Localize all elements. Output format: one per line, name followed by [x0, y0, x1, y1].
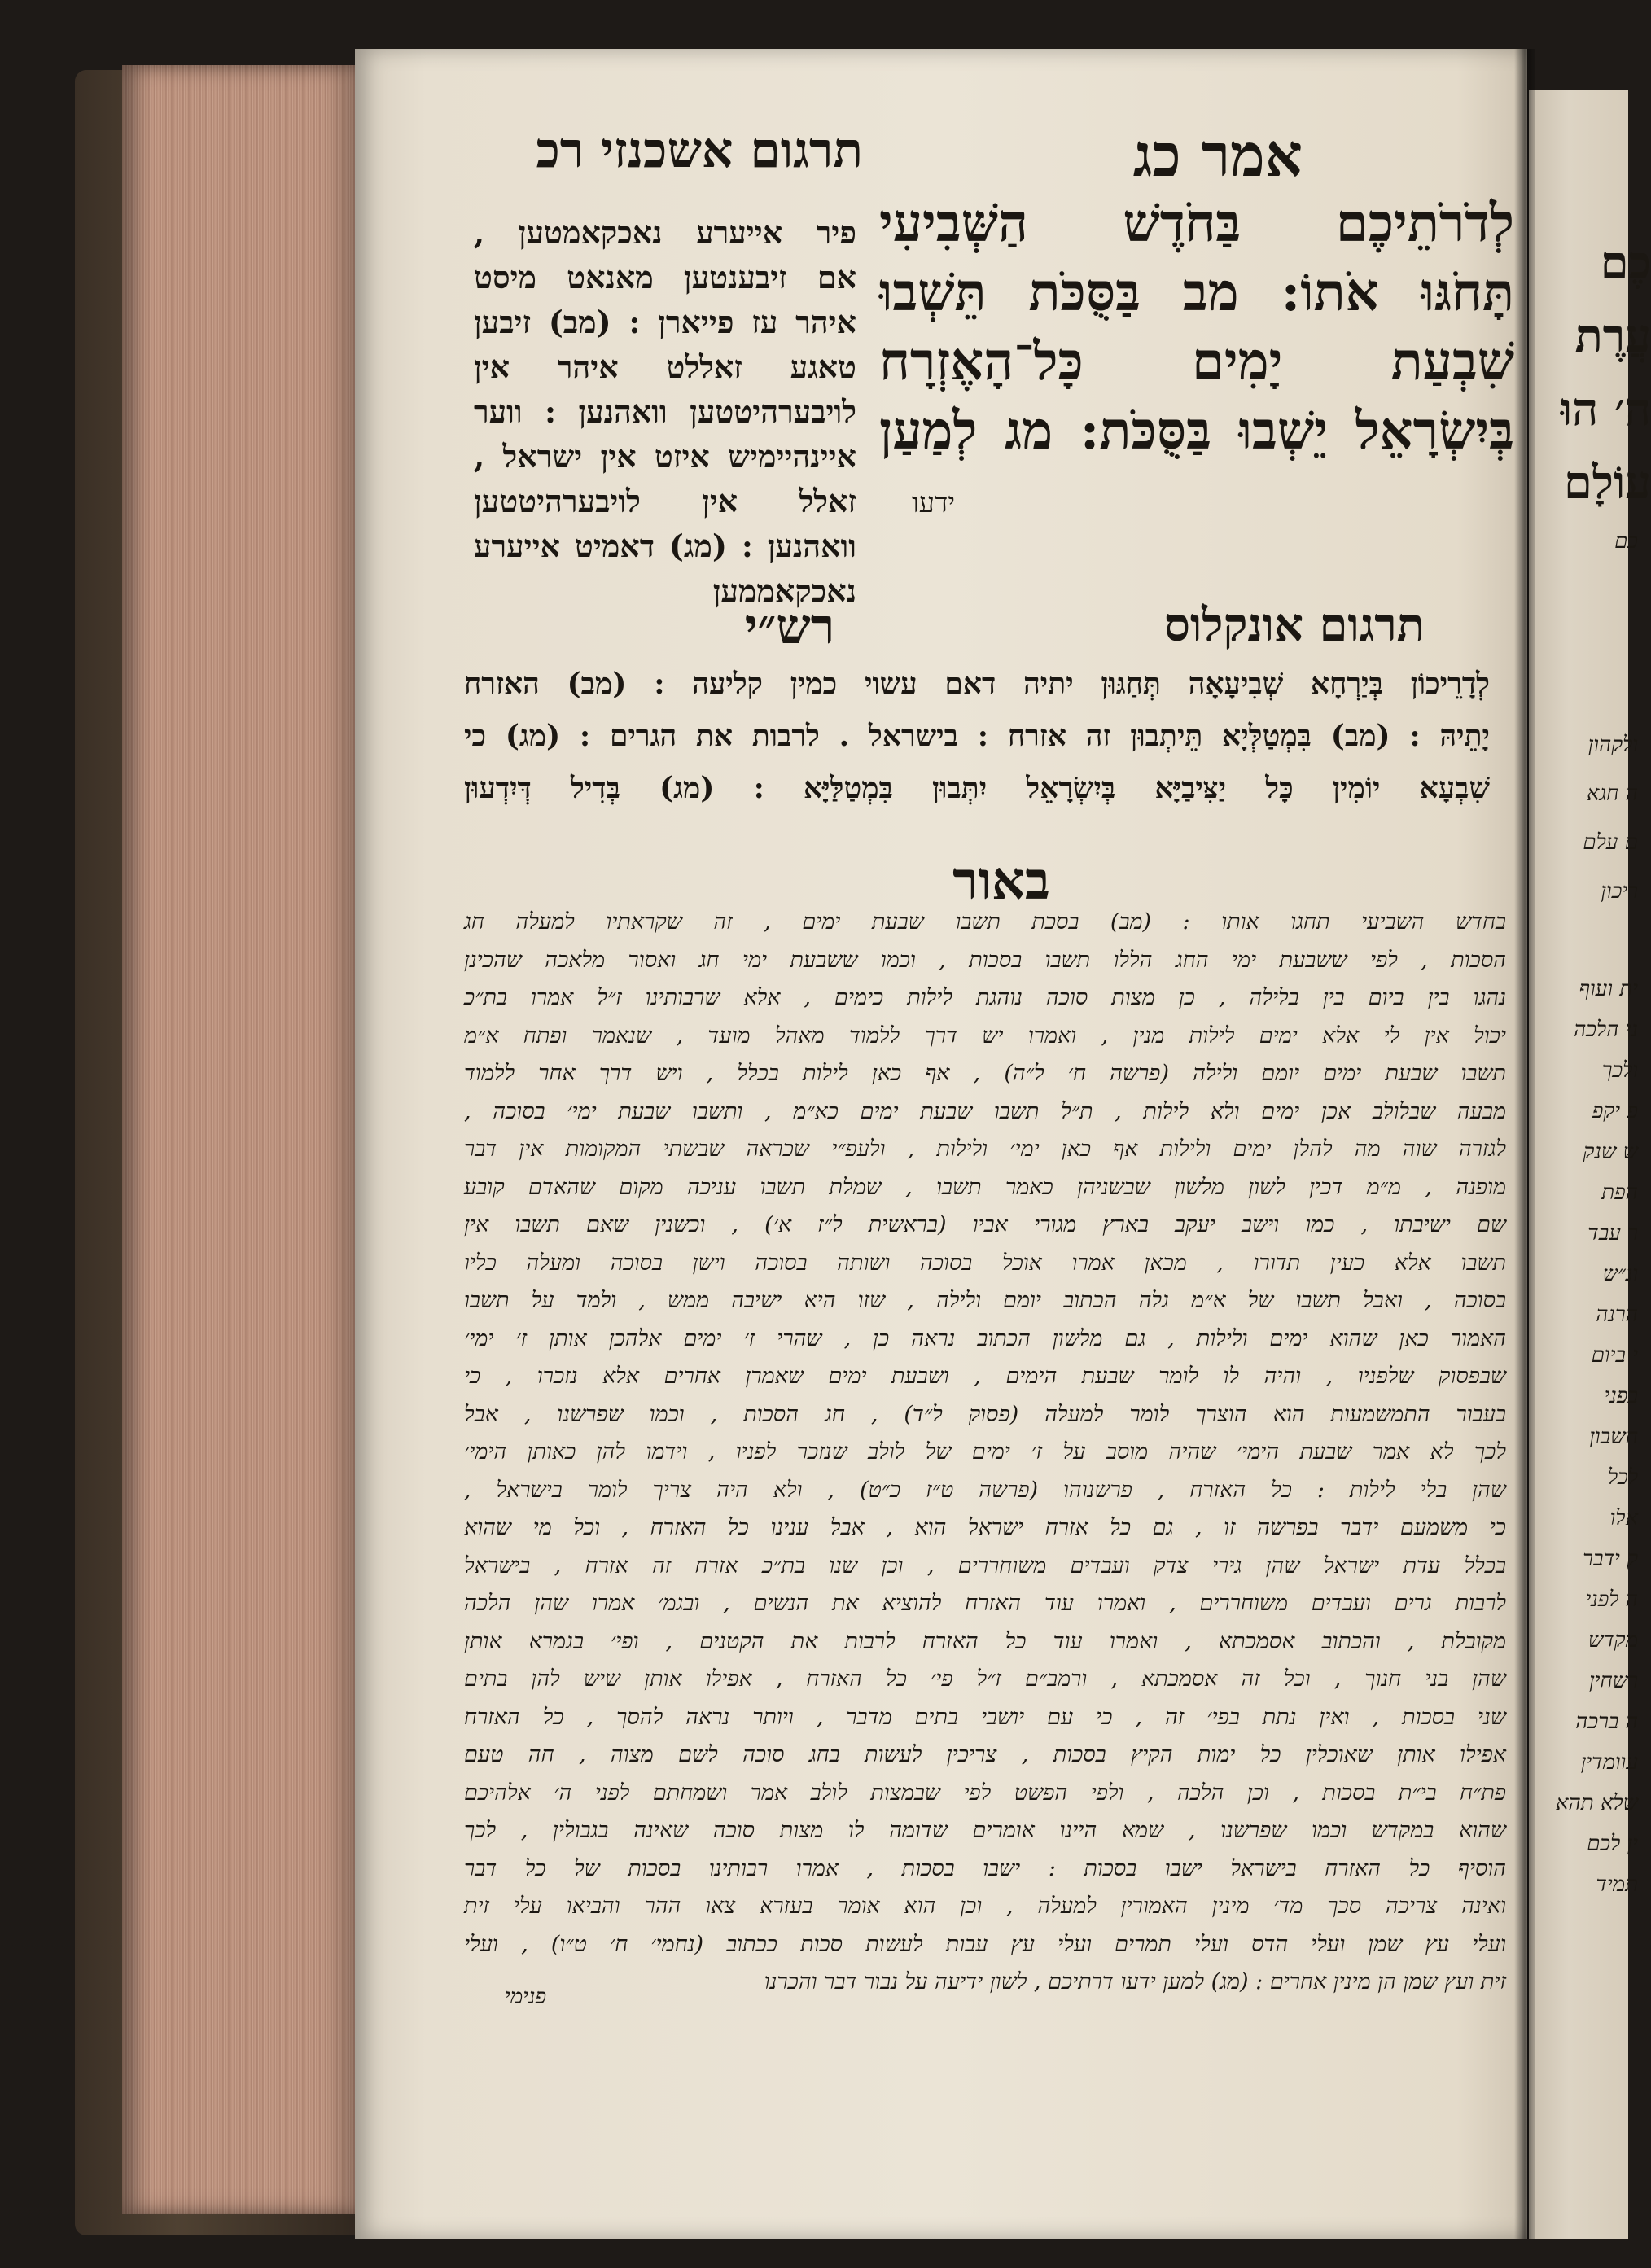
biur-line: נהגו בין ביום בין בלילה , כן מצות סוכה נוהגת לילות כימים , אלא שרבותינו ז״ל אמרו בת״כ — [464, 985, 1506, 1010]
facing-text-fragment: אלו — [1609, 1506, 1638, 1530]
facing-text-fragment: ין לכם — [1587, 1832, 1638, 1856]
biur-line: האמור כאן שהוא ימים ולילות , גם מלשון הכתוב נראה כן , שהרי ז׳ ימים אלהכן אותן ז׳ ימי׳ — [464, 1325, 1506, 1351]
biur-line: תשבו שבעת ימים יומם ולילה (פרשה ח׳ ל״ה) , אף כאן לילות בכלל , ויש דרך אחר ללמוד — [464, 1061, 1506, 1086]
facing-text-fragment: ה חגא — [1586, 782, 1638, 806]
verse-line: תָּחֹגּוּ אֹתוֹ: מב בַּסֻּכֹּת תֵּשְׁבוּ — [879, 262, 1514, 323]
facing-text-fragment: עוומדין — [1580, 1750, 1638, 1775]
biur-commentary — [464, 904, 1506, 2002]
page-fore-edge — [122, 65, 358, 2214]
facing-text-fragment: ה ברכה — [1575, 1710, 1638, 1734]
biur-line: שם ישיבתו , כמו וישב יעקב בארץ מגורי אביו (בראשית ל״ז א׳) , וכשנין שאם תשבו אין — [464, 1212, 1506, 1237]
yiddish-line: לויבערהיטטען וואהנען : ווער — [474, 393, 856, 430]
facing-text-fragment: תמיד — [1596, 1872, 1638, 1897]
yiddish-line: פיר אייערע נאכקאמטען , — [474, 214, 856, 251]
facing-text-fragment: ני הלכה — [1574, 1018, 1638, 1042]
verse-line: בְּיִשְׂרָאֵל יֵשְׁבוּ בַּסֻּכֹּת: מג לְמַעַן — [879, 401, 1514, 462]
heading-biur: באור — [952, 851, 1050, 912]
biur-catchword: פנימי — [505, 1985, 547, 2009]
facing-text-fragment: הרנה — [1596, 1303, 1638, 1327]
running-head-right: אמר כג — [1132, 120, 1303, 190]
facing-verse-fragment: עוֹלָם — [1563, 456, 1651, 510]
torah-verse — [879, 189, 1514, 466]
yiddish-line: טאגע זאללט איהר אין — [474, 348, 856, 385]
heading-rashi: רש״י — [744, 598, 835, 655]
facing-text-fragment: ולקהון — [1588, 733, 1638, 757]
facing-verse-fragment: כם — [1614, 529, 1638, 554]
facing-text-fragment: שלא תהא — [1555, 1791, 1638, 1815]
biur-line: לרבות גרים ועבדים משוחררים , ואמרו עוד האזרח להוציא את הנשים , ובגמ׳ אמרו שהן הלכה — [464, 1591, 1506, 1616]
biur-line: לגזרה שוה מה להלן ימים ולילות אף כאן ימי׳ ולילות , ולעפ״י שכראה שבשתי המקומות אין דבר — [464, 1136, 1506, 1162]
heading-onkelos: תרגום אונקלוס — [1164, 598, 1425, 652]
biur-line: כי משמעם ידבר בפרשה זו , גם כל אזרח ישראל הוא , אבל ענינו כל האזרח , וכל מי שהוא — [464, 1515, 1506, 1540]
biur-line: שהוא במקדש וכמו שפרשנו , שמא היינו אומרים שדומה לו מצות סוכה שאינה בגבולין , לכך — [464, 1818, 1506, 1843]
facing-text-fragment: בפני — [1604, 1384, 1638, 1408]
facing-text-fragment: י ביום — [1591, 1343, 1638, 1368]
yiddish-line: זאלל אין לויבערהיטטען — [474, 483, 856, 519]
biur-line: שבפסוק שלפניו , והיה לו לומר שבעת הימים , ושבעת ימים שאמרן אחרים אלא נזכרו , כי — [464, 1364, 1506, 1389]
verse-line: לְדֹרֹתֵיכֶם בַּחֹדֶשׁ הַשְּׁבִיעִי — [879, 193, 1514, 254]
facing-text-fragment: ית ועוף — [1579, 977, 1638, 1001]
facing-text-fragment: פ יקפ — [1592, 1099, 1638, 1123]
biur-line: ועלי עץ שמן ועלי הדס ועלי תמרים ועלי עץ עבות לעשות סכות ככתוב (נחמי׳ ח׳ ט״ו) , ועלי — [464, 1931, 1506, 1957]
targum-line: לְדָרֵיכוֹן בְּיַרְחָא שְׁבִיעָאָה תְּחַגּוּן יתיה דאם עשוי כמין קליעה : (מב) האזרח — [464, 667, 1490, 701]
facing-text-fragment: ק ידבר — [1583, 1547, 1638, 1571]
biur-line: תשבו אלא כעין תדורו , מכאן אמרו אוכל בסוכה ושותה בסוכה וישן בסוכה ומעלה כליו — [464, 1250, 1506, 1276]
biur-line: זית ועץ שמן הן מינין אחרים : (מג) למען ידעו דרתיכם , לשון ידיעה על נבור דבר והכרנו — [764, 1969, 1506, 1994]
biur-line: מקובלת , והכתוב אסמכתא , ואמרו עוד כל האזרח לרבות את הקטנים , ופי׳ בגמרא אותן — [464, 1628, 1506, 1654]
facing-text-fragment: ולכך — [1601, 1058, 1638, 1083]
yiddish-line: איינהיימיש איזט אין ישראל , — [474, 438, 856, 475]
yiddish-line: איהר עז פייארן : (מב) זיבען — [474, 304, 856, 340]
facing-text-fragment: ר עבד — [1588, 1221, 1638, 1246]
facing-text-fragment: חשבון — [1589, 1425, 1638, 1449]
facing-text-fragment: ונ״ש — [1602, 1262, 1638, 1286]
targum-rashi-block — [464, 658, 1490, 814]
biur-line: מופנה , מ״מ דכין לשון מלשון שבשניהן כאמר תשבו , שמלת תשבו עניכה מקום שהאדם קובע — [464, 1174, 1506, 1200]
facing-verse-fragment: ה׳ הוּ — [1560, 383, 1651, 436]
biur-line: לכך לא אמר שבעת הימי׳ שהיה מוסב על ז׳ ימים של לולב שנזכר לפניו , וידמו להן כאותן הימי׳ — [464, 1439, 1506, 1465]
facing-verse-fragment: עֲרֶת — [1574, 309, 1651, 363]
biur-line: ואינה צריכה סכך מד׳ מינין האמורין למעלה , וכן הוא אומר בעזרא צאו ההר והביאו עלי זית — [464, 1894, 1506, 1919]
facing-text-fragment: לכל — [1607, 1465, 1638, 1490]
biur-line: שהן בני חנוך , וכל זה אסמכתא , ורמב״ם ז״ל פי׳ כל האזרח , אפילו אותן שיש להן בתים — [464, 1666, 1506, 1692]
biur-line: בחדש השביעי תחגו אותו : (מב) בסכת תשבו שבעת ימים , זה שקראתיו למעלה חג — [464, 909, 1506, 935]
facing-text-fragment: ש שנק — [1583, 1140, 1638, 1164]
facing-text-fragment: ם עלם — [1583, 830, 1638, 855]
biur-line: בסוכה , ואבל תשבו של א״מ גלה הכתוב יומם ולילה , שזו היא ישיבה ממש , ולמד על תשבו — [464, 1288, 1506, 1313]
yiddish-line: אם זיבענטען מאנאט מיסט — [474, 259, 856, 296]
yiddish-line: וואהנען : (מג) דאמיט אייערע — [474, 528, 856, 564]
biur-line: שהן בלי לילות : כל האזרח , פרשנוהו (פרשה ט״ז כ״ט) , ולא היה צריך לומר בישראל , — [464, 1477, 1506, 1503]
biur-line: יכול אין לי אלא ימים לילות מנין , ואמרו יש דרך ללמוד מאהל מועד , שנאמר ופתח א״מ — [464, 1022, 1506, 1049]
book-gutter — [1514, 49, 1535, 2239]
facing-text-fragment: מקדש — [1588, 1628, 1638, 1653]
yiddish-line: נאכקאממען — [712, 572, 856, 609]
targum-line: יָתֵיהּ : (מב) בִּמְטַלְּיָא תֵּיתְבוּן זה אזרח : בישראל . לרבות את הגרים : (מג) כי — [464, 719, 1490, 753]
verse-catchword: ידעו — [912, 487, 956, 519]
biur-line: אפילו אותן שאוכלין כל ימות הקיץ בסכות , צריכין לעשות בחג סוכה לשם מצוה , חה טעם — [464, 1742, 1506, 1767]
running-head-left: תרגום אשכנזי רכ — [536, 122, 863, 179]
verse-line: שִׁבְעַת יָמִים כָּל־הָאֶזְרָח — [879, 331, 1514, 392]
biur-line: בכלל עדת ישראל שהן גירי צדק ועבדים משוחררים , וכן שנו בת״כ אזרח זה אזרח , בישראל — [464, 1552, 1506, 1578]
yiddish-translation — [474, 210, 856, 613]
biur-line: הוסיף כל האזרח בישראל ישבו בסכות : ישבו בסכות , אמרו רבותינו בסכות של כל דבר — [464, 1855, 1506, 1881]
biur-line: מבעה שבלולב אכן ימים ולא לילות , ת״ל תשבו שבעת ימים כא״מ , ותשבו שבעת ימי׳ בסוכה , — [464, 1098, 1506, 1124]
biur-line: בעבור התמשמעות הוא הוצרך לומר למעלה (פסוק ל״ד) , חג הסכות , וכמו שפרשנו , אבל — [464, 1401, 1506, 1427]
facing-text-fragment: ה לפני — [1585, 1587, 1638, 1612]
facing-text-fragment: הפת — [1601, 1180, 1638, 1205]
biur-line: שני בסכות , ואין נתת בפי׳ זה , כי עם יושבי בתים מדבר , ויותר נראה להסך , כל האזרח — [464, 1704, 1506, 1730]
targum-line: שִׁבְעָא יוֹמִין כָּל יַצִּיבַיָּא בְּיִשְׂרָאֵל יִתְּבוּן בִּמְטַלַּיָּא : (מג) בְּדִיל דְּיִדְעוּן — [464, 771, 1490, 805]
biur-line: הסכות , לפי ששבעת ימי החג הללו תשבו בסכות , וכמו ששבעת ימי חג ואסור מלאכה שהכינן — [464, 947, 1506, 973]
facing-text-fragment: רשחין — [1588, 1669, 1638, 1693]
biur-line: פת״ח בי״ת בסכות , וכן הלכה , ולפי הפשט לפי שבמצות לולב אמר ושמחתם לפני ה׳ אלהיכם — [464, 1780, 1506, 1806]
facing-text-fragment: ריכון — [1601, 879, 1638, 904]
facing-verse-fragment: כֶם — [1600, 236, 1651, 290]
